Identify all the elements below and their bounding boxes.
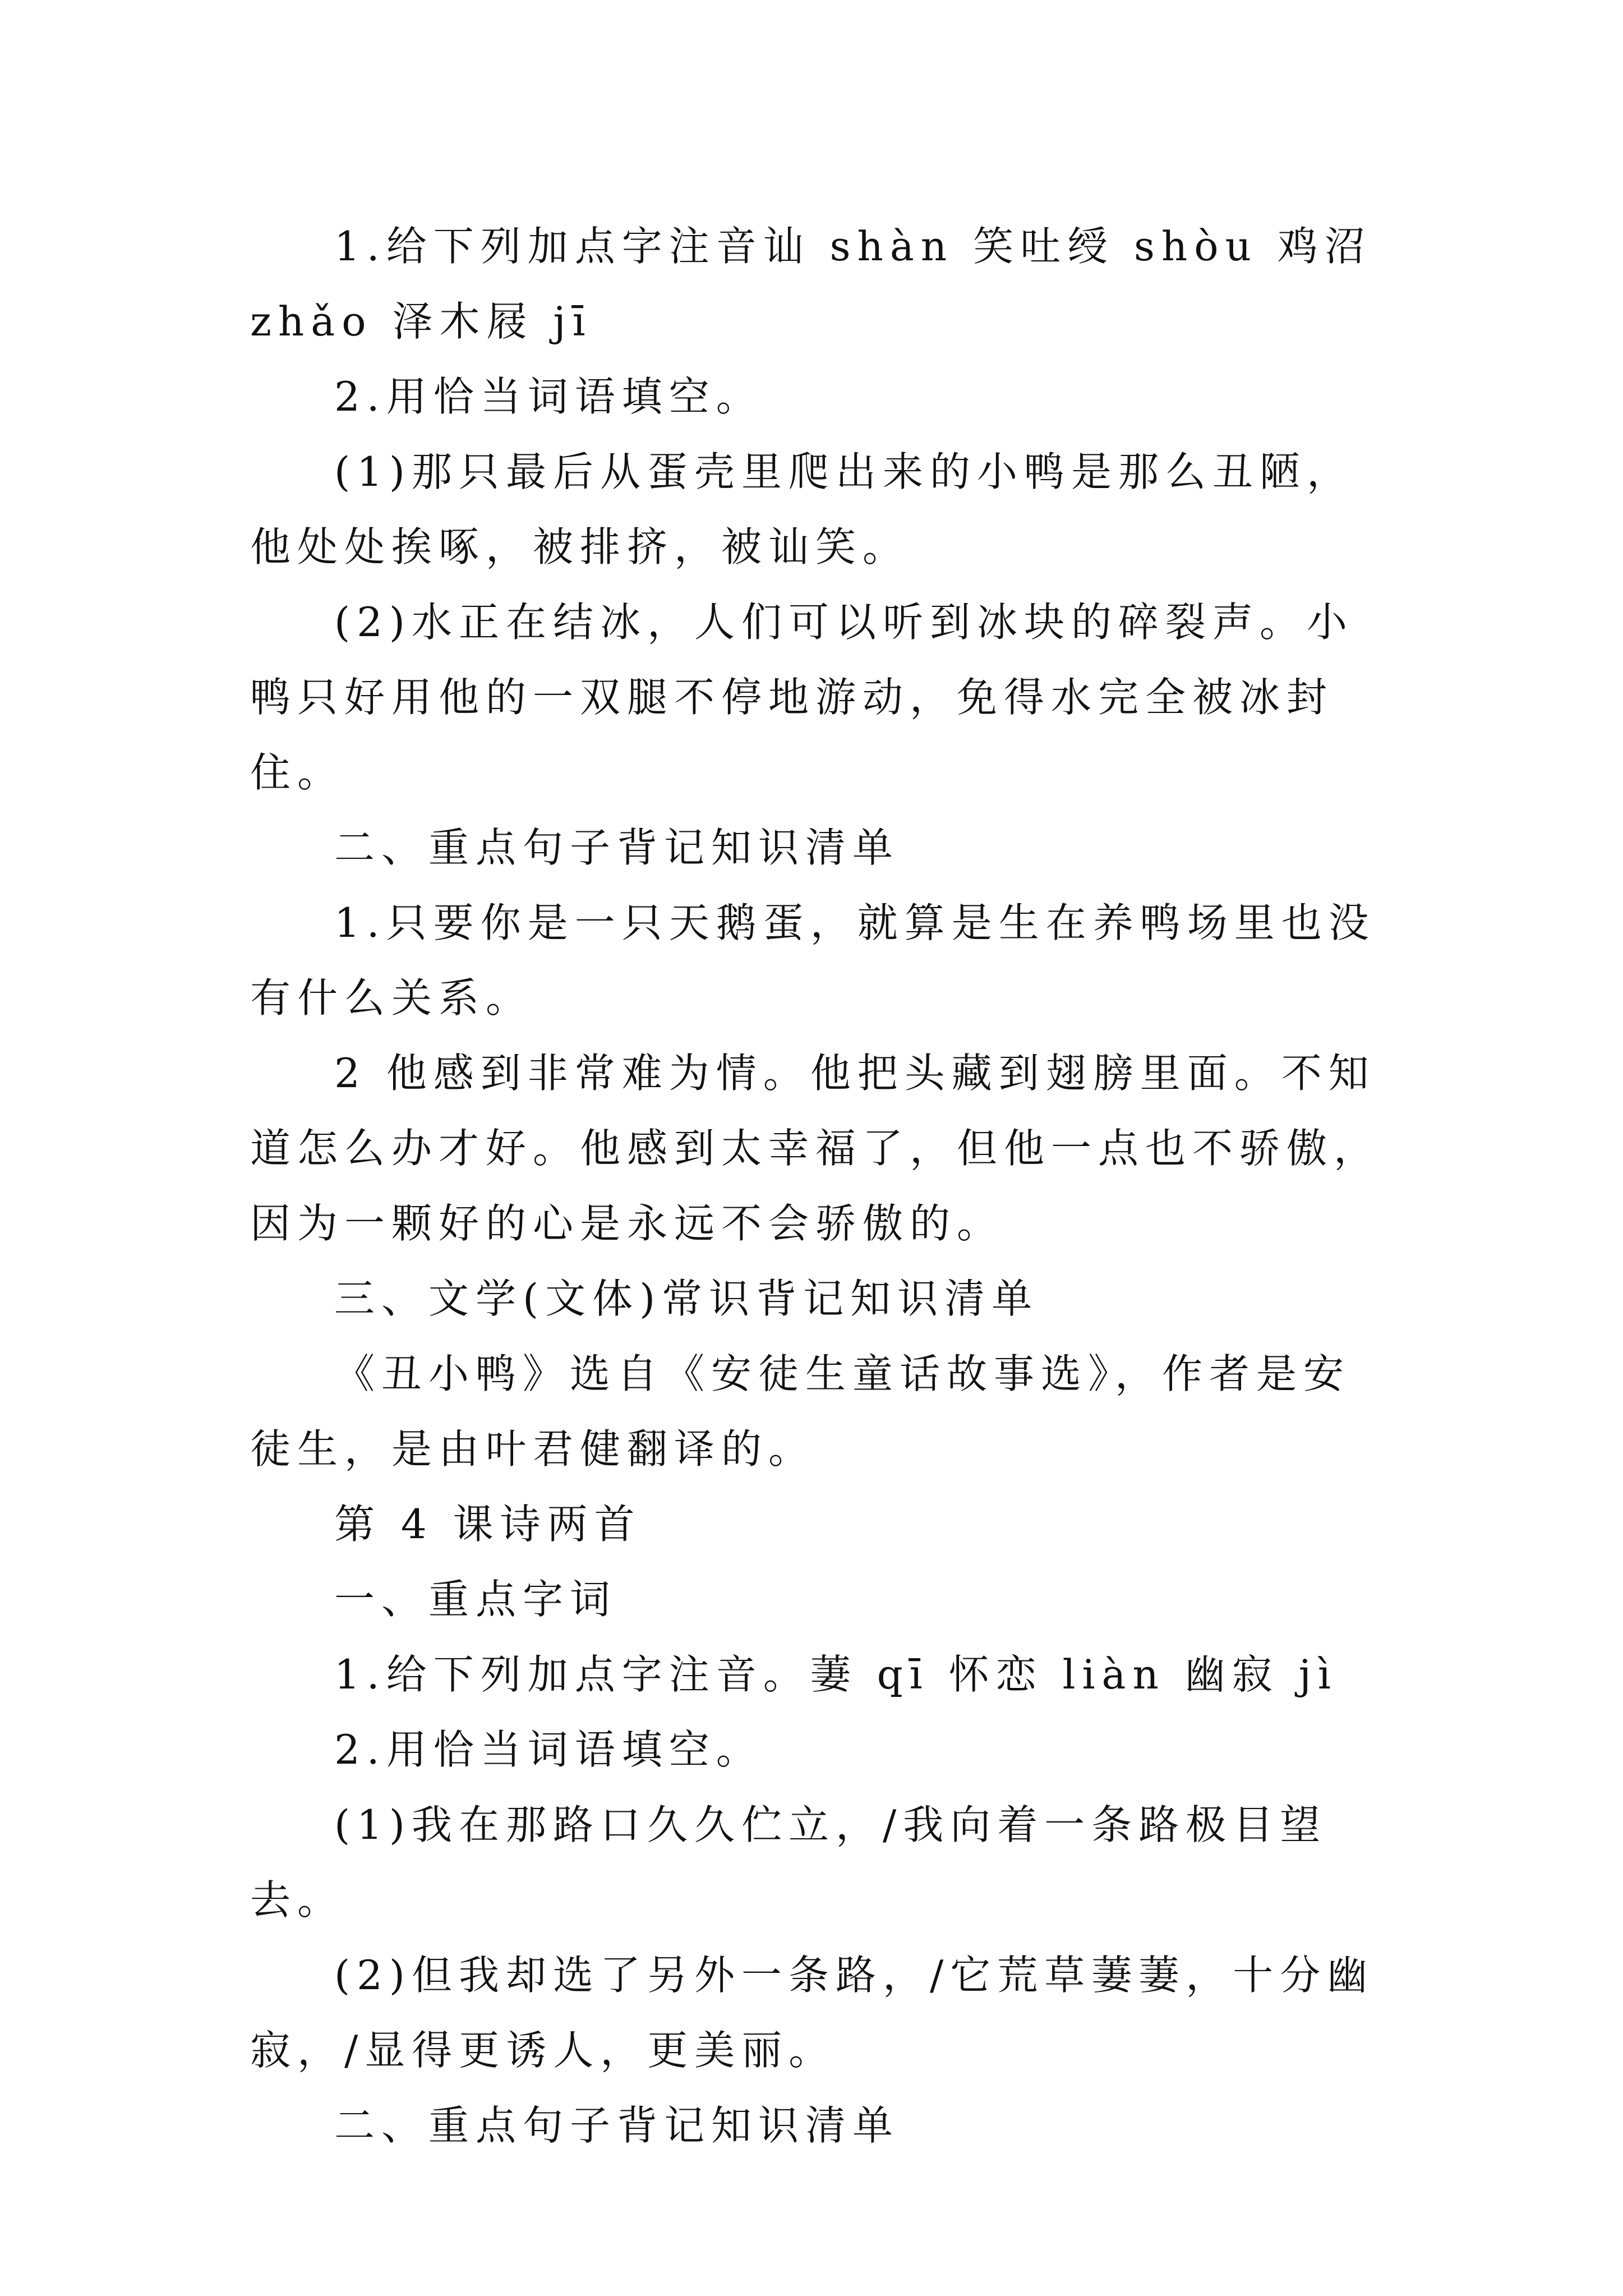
paragraph-key-sentence-1: 1.只要你是一只天鹅蛋，就算是生在养鸭场里也没有什么关系。 [250, 899, 1376, 1022]
paragraph-fill-words-item-2: (2)水正在结冰，人们可以听到冰块的碎裂声。小鸭只好用他的一双腿不停地游动，免得水完全被冰封住。 [250, 599, 1354, 796]
paragraph-key-sentence-2: 2 他感到非常难为情。他把头藏到翅膀里面。不知道怎么办才好。他感到太幸福了，但他一点也不骄傲，因为一颗好的心是永远不会骄傲的。 [250, 1050, 1381, 1247]
paragraph-pinyin-annotation-2: 1.给下列加点字注音。萋 qī 怀恋 liàn 幽寂 jì [334, 1651, 1338, 1698]
paragraph-fill-words-item-4: (2)但我却选了另外一条路，/它荒草萋萋，十分幽寂，/显得更诱人，更美丽。 [250, 1952, 1375, 2074]
section-heading-key-sentences-2: 二、重点句子背记知识清单 [334, 2102, 900, 2149]
section-heading-key-words: 一、重点字词 [334, 1576, 617, 1623]
paragraph-pinyin-annotation-1: 1.给下列加点字注音讪 shàn 笑吐绶 shòu 鸡沼 zhǎo 泽木屐 jī [250, 223, 1372, 345]
section-heading-key-sentences-1: 二、重点句子背记知识清单 [334, 824, 900, 871]
document-body [250, 209, 1389, 2163]
section-heading-literary-knowledge: 三、文学(文体)常识背记知识清单 [334, 1275, 1039, 1322]
paragraph-fill-words-item-1: (1)那只最后从蛋壳里爬出来的小鸭是那么丑陋，他处处挨啄，被排挤，被讪笑。 [250, 448, 1354, 570]
paragraph-fill-words-item-3: (1)我在那路口久久伫立，/我向着一条路极目望去。 [250, 1801, 1327, 1924]
lesson-title: 第 4 课诗两首 [334, 1501, 642, 1548]
paragraph-fill-words-heading-1: 2.用恰当词语填空。 [334, 373, 763, 420]
paragraph-literary-knowledge: 《丑小鸭》选自《安徒生童话故事选》，作者是安徒生，是由叶君健翻译的。 [250, 1350, 1351, 1473]
paragraph-fill-words-heading-2: 2.用恰当词语填空。 [334, 1726, 763, 1773]
